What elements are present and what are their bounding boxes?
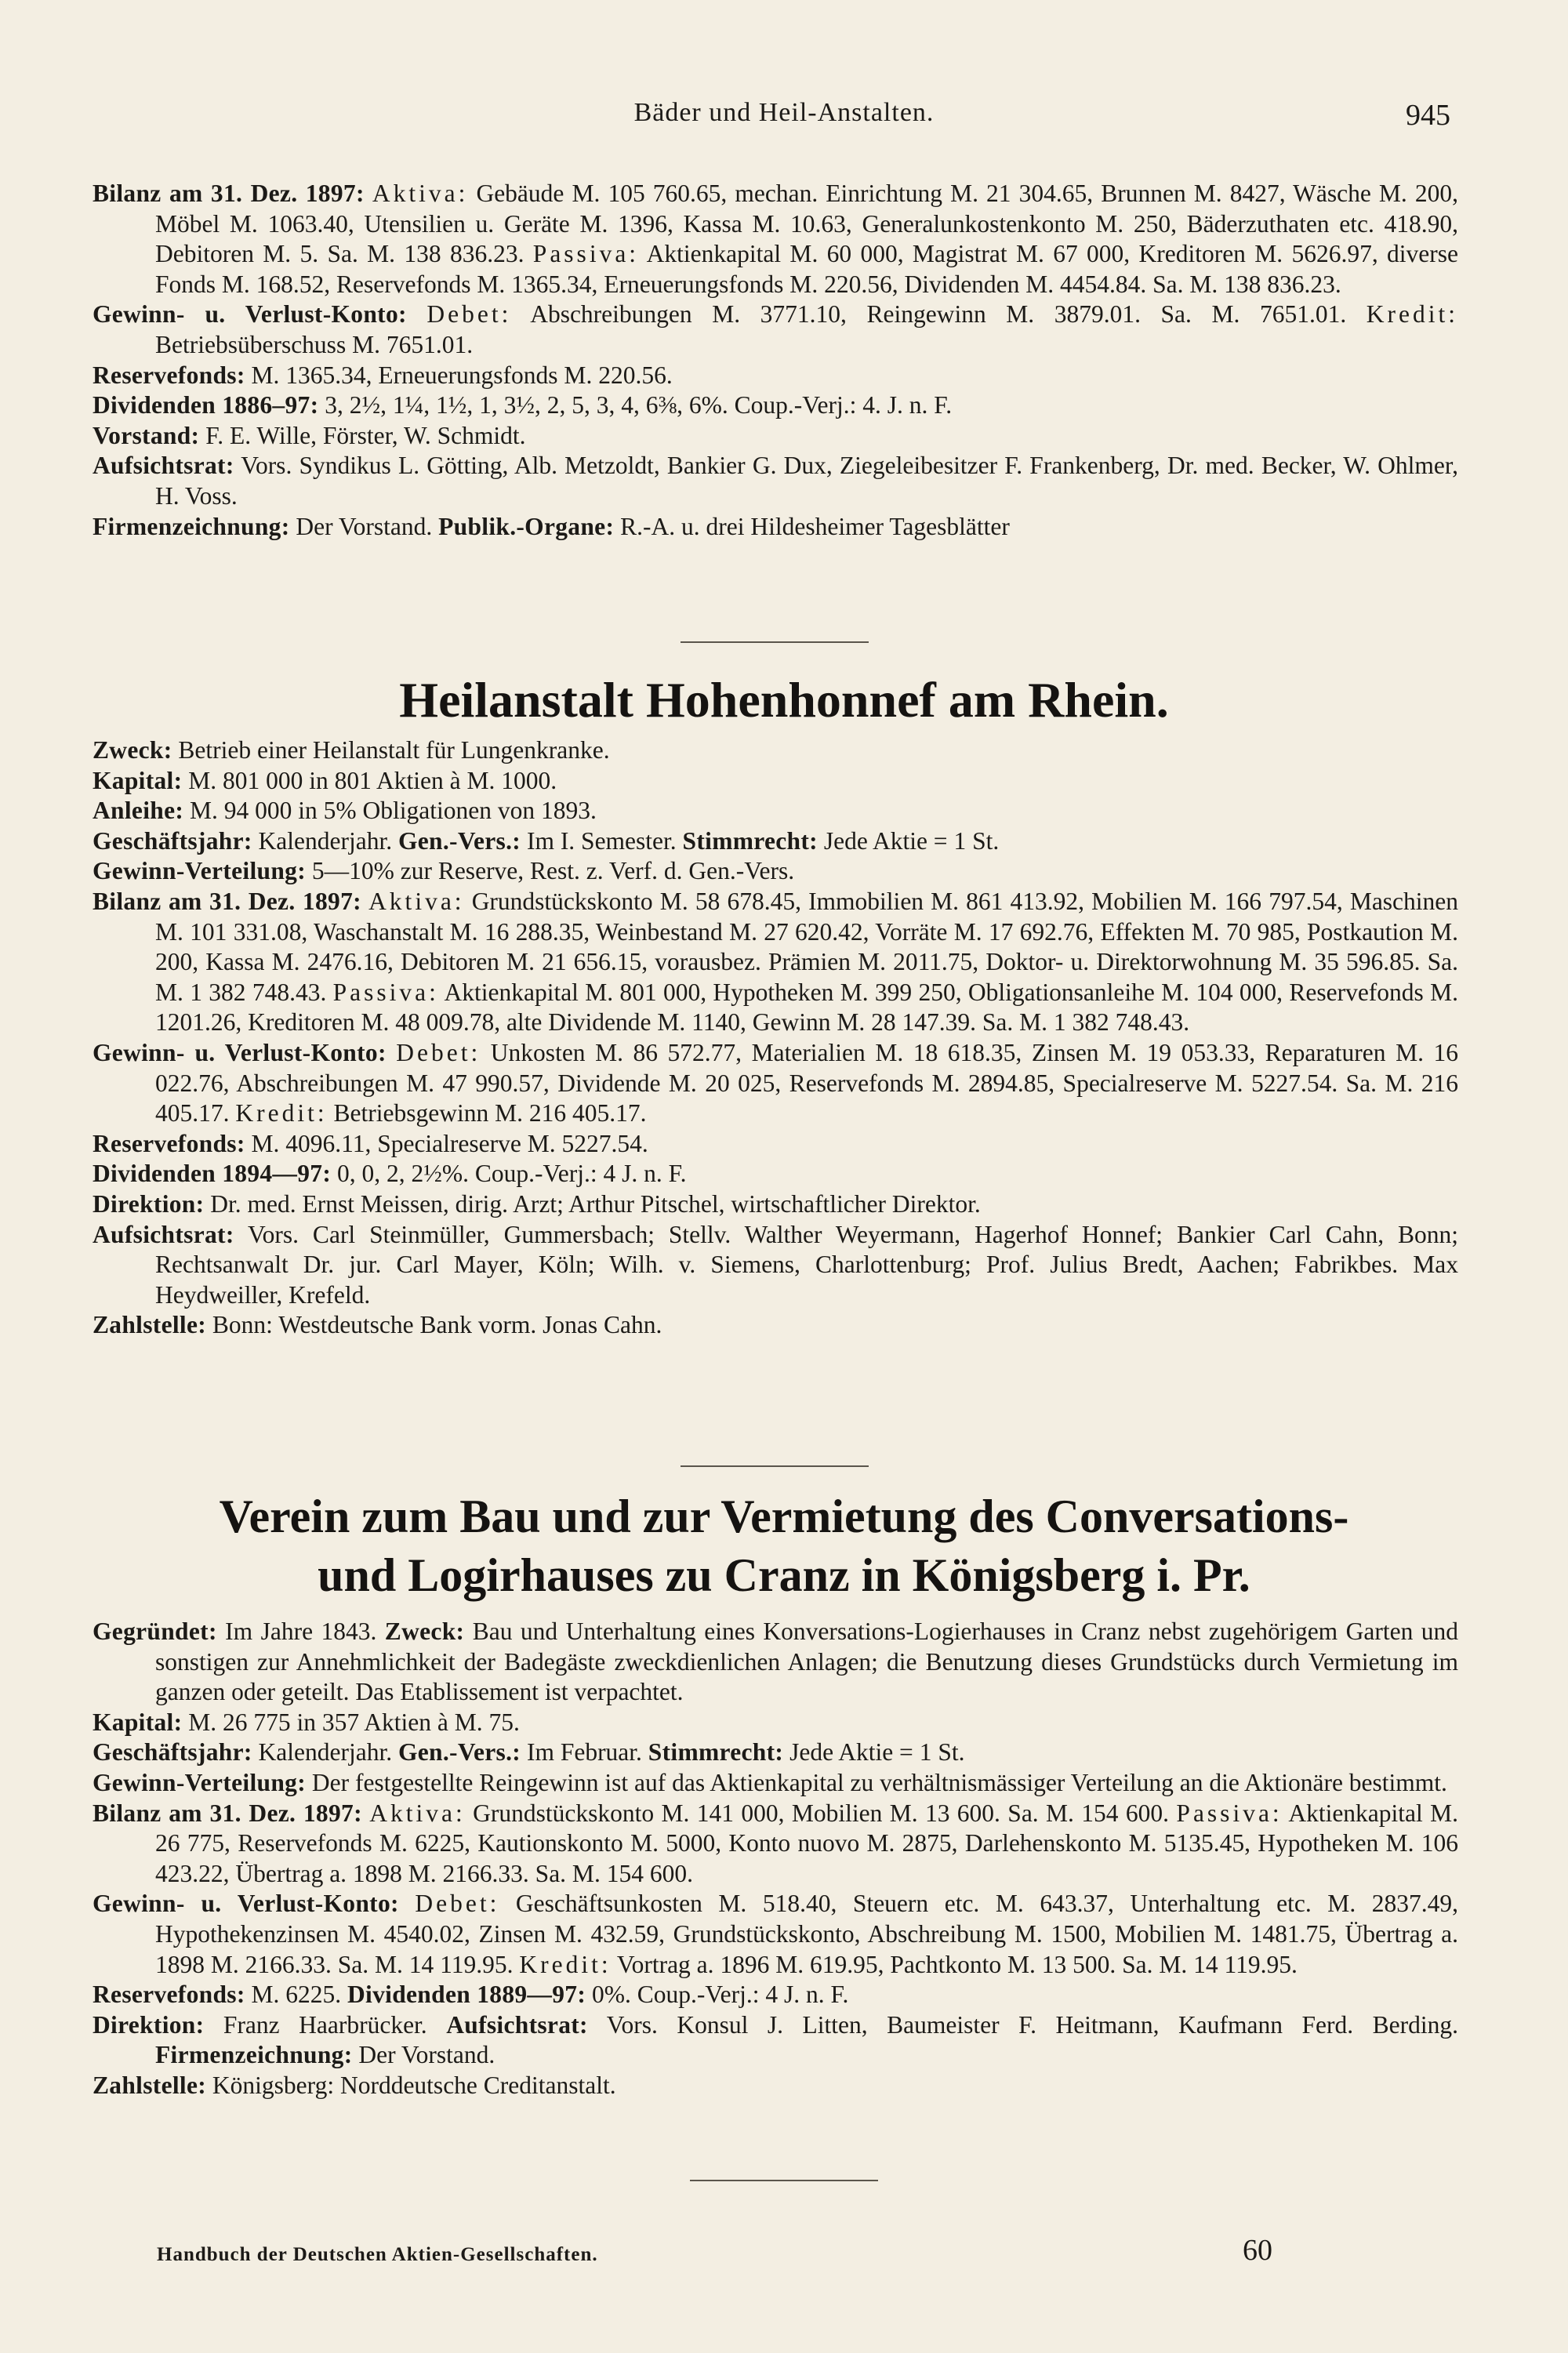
section-title-cranz-line1: Verein zum Bau und zur Vermietung des Conversations- <box>219 1491 1349 1542</box>
geschaeftsjahr-entry: Geschäftsjahr: Kalenderjahr. Gen.-Vers.: Im Februar. Stimmrecht: Jede Aktie = 1 St. <box>93 1738 965 1767</box>
zahlstelle-entry: Zahlstelle: Königsberg: Norddeutsche Creditanstalt. <box>93 2071 616 2099</box>
footer-publication: Handbuch der Deutschen Aktien-Gesellschaften. <box>157 2244 598 2265</box>
gewinn-verlust-entry: Gewinn- u. Verlust-Konto: Debet: Geschäftsunkosten M. 518.40, Steuern etc. M. 643.37, Unterhaltung etc. M. 2837.49, Hypothekenzinsen M. 4540.02, Zinsen M. 432.59, Grundstückskonto, Abschreibung M. 1500, Mobilien M. 1481.75, Übertrag a. 1898 M. 2166.33. Sa. M. 14 119.95. Kredit: Vortrag a. 1896 M. 619.95, Pachtkonto M. 13 500. Sa. M. 14 119.95. <box>93 1890 1459 1978</box>
section-divider <box>681 1465 869 1467</box>
zweck-entry: Zweck: Betrieb einer Heilanstalt für Lungenkranke. <box>93 736 610 764</box>
geschaeftsjahr-entry: Geschäftsjahr: Kalenderjahr. Gen.-Vers.: Im I. Semester. Stimmrecht: Jede Aktie = 1 St. <box>93 826 1000 855</box>
dividenden-entry: Dividenden 1886–97: 3, 2½, 1¼, 1½, 1, 3½, 2, 5, 3, 4, 6⅜, 6%. Coup.-Verj.: 4. J. n. F. <box>93 391 953 419</box>
page-header <box>0 98 1568 145</box>
page-number: 945 <box>1406 99 1450 132</box>
dividenden-entry: Dividenden 1894—97: 0, 0, 2, 2½%. Coup.-Verj.: 4 J. n. F. <box>93 1160 687 1188</box>
reservefonds-entry: Reservefonds: M. 4096.11, Specialreserve M. 5227.54. <box>93 1129 648 1157</box>
direktion-entry: Direktion: Dr. med. Ernst Meissen, dirig. Arzt; Arthur Pitschel, wirtschaftlicher Direktor. <box>93 1189 981 1218</box>
section-divider <box>690 2180 878 2181</box>
section-continuation <box>93 179 1458 542</box>
bilanz-entry: Bilanz am 31. Dez. 1897: Aktiva: Grundstückskonto M. 141 000, Mobilien M. 13 600. Sa. M. 154 600. Passiva: Aktienkapital M. 26 775, Reservefonds M. 6225, Kautionskonto M. 5000, Konto nuovo M. 2875, Darlehenskonto M. 5135.45, Hypotheken M. 106 423.22, Übertrag a. 1898 M. 2166.33. Sa. M. 154 600. <box>93 1799 1459 1887</box>
zahlstelle-entry: Zahlstelle: Bonn: Westdeutsche Bank vorm. Jonas Cahn. <box>93 1311 662 1339</box>
section-cranz <box>93 1617 1458 2101</box>
running-title: Bäder und Heil-Anstalten. <box>633 98 935 127</box>
section-hohenhonnef <box>93 735 1458 1341</box>
gewinn-verlust-entry: Gewinn- u. Verlust-Konto: Debet: Abschreibungen M. 3771.10, Reingewinn M. 3879.01. Sa. M. 7651.01. Kredit: Betriebsüberschuss M. 7651.01. <box>93 300 1459 358</box>
gewinn-verlust-entry: Gewinn- u. Verlust-Konto: Debet: Unkosten M. 86 572.77, Materialien M. 18 618.35, Zinsen M. 19 053.33, Reparaturen M. 16 022.76, Abschreibungen M. 47 990.57, Dividende M. 20 025, Reservefonds M. 2894.85, Specialreserve M. 5227.54. Sa. M. 216 405.17. Kredit: Betriebsgewinn M. 216 405.17. <box>93 1038 1458 1127</box>
reservefonds-entry: Reservefonds: M. 1365.34, Erneuerungsfonds M. 220.56. <box>93 361 673 389</box>
anleihe-entry: Anleihe: M. 94 000 in 5% Obligationen von 1893. <box>93 797 597 825</box>
gewinn-verteilung-entry: Gewinn-Verteilung: 5—10% zur Reserve, Rest. z. Verf. d. Gen.-Vers. <box>93 857 795 885</box>
bilanz-entry: Bilanz am 31. Dez. 1897: Aktiva: Grundstückskonto M. 58 678.45, Immobilien M. 861 413.92, Mobilien M. 166 797.54, Maschinen M. 101 331.08, Waschanstalt M. 16 288.35, Weinbestand M. 27 620.42, Vorräte M. 17 692.76, Effekten M. 70 985, Postkaution M. 200, Kassa M. 2476.16, Debitoren M. 21 656.15, vorausbez. Prämien M. 2011.75, Doktor- u. Direktorwohnung M. 35 596.85. Sa. M. 1 382 748.43. Passiva: Aktienkapital M. 801 000, Hypotheken M. 399 250, Obligationsanleihe M. 104 000, Reservefonds M. 1201.26, Kreditoren M. 48 009.78, alte Dividende M. 1140, Gewinn M. 28 147.39. Sa. M. 1 382 748.43. <box>93 887 1459 1037</box>
kapital-entry: Kapital: M. 26 775 in 357 Aktien à M. 75. <box>93 1708 520 1736</box>
direktion-entry: Direktion: Franz Haarbrücker. Aufsichtsrat: Vors. Konsul J. Litten, Baumeister F. Heitmann, Kaufmann Ferd. Berding. Firmenzeichnung: Der Vorstand. <box>93 2010 1458 2069</box>
bilanz-entry: Bilanz am 31. Dez. 1897: Aktiva: Gebäude M. 105 760.65, mechan. Einrichtung M. 21 304.65, Brunnen M. 8427, Wäsche M. 200, Möbel M. 1063.40, Utensilien u. Geräte M. 1396, Kassa M. 10.63, Generalunkostenkonto M. 250, Bäderzuthaten etc. 418.90, Debitoren M. 5. Sa. M. 138 836.23. Passiva: Aktienkapital M. 60 000, Magistrat M. 67 000, Kreditoren M. 5626.97, diverse Fonds M. 168.52, Reservefonds M. 1365.34, Erneuerungsfonds M. 220.56, Dividenden M. 4454.84. Sa. M. 138 836.23. <box>93 180 1459 298</box>
vorstand-entry: Vorstand: F. E. Wille, Förster, W. Schmidt. <box>93 421 526 449</box>
section-title-hohenhonnef: Heilanstalt Hohenhonnef am Rhein. <box>399 672 1169 728</box>
section-divider <box>681 641 869 643</box>
footer-signature: 60 <box>1243 2234 1272 2267</box>
gewinn-verteilung-entry: Gewinn-Verteilung: Der festgestellte Reingewinn ist auf das Aktienkapital zu verhältnismässiger Verteilung an die Aktionäre bestimmt. <box>93 1768 1447 1796</box>
kapital-entry: Kapital: M. 801 000 in 801 Aktien à M. 1000. <box>93 766 557 794</box>
aufsichtsrat-entry: Aufsichtsrat: Vors. Carl Steinmüller, Gummersbach; Stellv. Walther Weyermann, Hagerhof Honnef; Bankier Carl Cahn, Bonn; Rechtsanwalt Dr. jur. Carl Mayer, Köln; Wilh. v. Siemens, Charlottenburg; Prof. Julius Bredt, Aachen; Fabrikbes. Max Heydweiller, Krefeld. <box>93 1220 1458 1309</box>
section-title-cranz-line2: und Logirhauses zu Cranz in Königsberg i. Pr. <box>318 1549 1250 1601</box>
aufsichtsrat-entry: Aufsichtsrat: Vors. Syndikus L. Götting, Alb. Metzoldt, Bankier G. Dux, Ziegeleibesitzer F. Frankenberg, Dr. med. Becker, W. Ohlmer, H. Voss. <box>93 452 1458 510</box>
gegruendet-entry: Gegründet: Im Jahre 1843. Zweck: Bau und Unterhaltung eines Konversations-Logierhauses in Cranz nebst zugehörigem Garten und sonstigen zur Annehmlichkeit der Badegäste zweckdienlichen Anlagen; die Benutzung dieses Grundstücks durch Vermietung im ganzen oder geteilt. Das Etablissement ist verpachtet. <box>93 1618 1459 1706</box>
firmenzeichnung-entry: Firmenzeichnung: Der Vorstand. Publik.-Organe: R.-A. u. drei Hildesheimer Tagesblätter <box>93 512 1010 540</box>
reservefonds-entry: Reservefonds: M. 6225. Dividenden 1889—97: 0%. Coup.-Verj.: 4 J. n. F. <box>93 1981 849 2009</box>
